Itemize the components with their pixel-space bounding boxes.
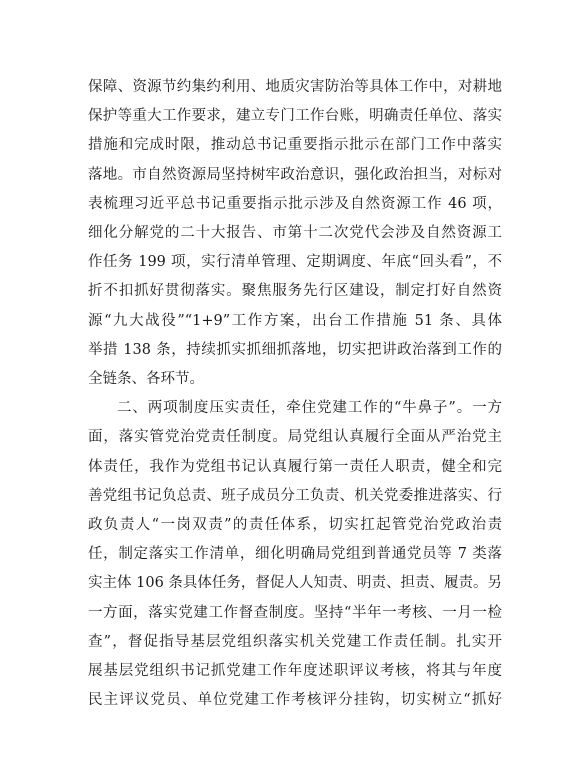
paragraph-line: 表梳理习近平总书记重要指示批示涉及自然资源工作 46 项， bbox=[88, 195, 502, 212]
paragraph-line: 善党组书记负总责、班子成员分工负责、机关党委推进落实、行 bbox=[88, 487, 502, 504]
paragraph-line: 保护等重大工作要求，建立专门工作台账，明确责任单位、落实 bbox=[88, 108, 502, 125]
paragraph-1 bbox=[88, 73, 502, 394]
paragraph-line: 源“九大战役”“1+9”工作方案，出台工作措施 51 条、具体 bbox=[88, 312, 502, 329]
paragraph-line: 任，制定落实工作清单，细化明确局党组到普通党员等 7 类落 bbox=[88, 546, 502, 563]
paragraph-line: 作任务 199 项，实行清单管理、定期调度、年底“回头看”，不 bbox=[88, 254, 502, 271]
paragraph-line: 细化分解党的二十大报告、市第十二次党代会涉及自然资源工 bbox=[88, 225, 502, 242]
paragraph-line: 一方面，落实党建工作督查制度。坚持“半年一考核、一月一检 bbox=[88, 604, 502, 621]
paragraph-line: 措施和完成时限，推动总书记重要指示批示在部门工作中落实 bbox=[88, 137, 502, 154]
paragraph-line: 查”，督促指导基层党组织落实机关党建工作责任制。扎实开 bbox=[88, 633, 502, 650]
paragraph-line: 政负责人“一岗双责”的责任体系，切实扛起管党治党政治责 bbox=[88, 517, 502, 534]
paragraph-line: 保障、资源节约集约利用、地质灾害防治等具体工作中，对耕地 bbox=[88, 79, 502, 95]
document-body bbox=[88, 73, 502, 715]
paragraph-line: 面，落实管党治党责任制度。局党组认真履行全面从严治党主 bbox=[88, 429, 502, 446]
paragraph-line: 落地。市自然资源局坚持树牢政治意识，强化政治担当，对标对 bbox=[88, 166, 502, 183]
paragraph-line: 民主评议党员、单位党建工作考核评分挂钩，切实树立“抓好 bbox=[88, 692, 502, 709]
paragraph-line: 展基层党组织书记抓党建工作年度述职评议考核，将其与年度 bbox=[88, 663, 502, 680]
paragraph-line: 举措 138 条，持续抓实抓细抓落地，切实把讲政治落到工作的 bbox=[88, 341, 502, 358]
paragraph-first-line: 二、两项制度压实责任，牵住党建工作的“牛鼻子”。一方 bbox=[117, 400, 502, 417]
paragraph-line: 实主体 106 条具体任务，督促人人知责、明责、担责、履责。另 bbox=[88, 575, 502, 592]
paragraph-2 bbox=[88, 394, 502, 715]
paragraph-line: 折不扣抓好贯彻落实。聚焦服务先行区建设，制定打好自然资 bbox=[88, 283, 502, 300]
paragraph-line: 体责任，我作为党组书记认真履行第一责任人职责，健全和完 bbox=[88, 458, 502, 475]
paragraph-line: 全链条、各环节。 bbox=[88, 371, 204, 388]
